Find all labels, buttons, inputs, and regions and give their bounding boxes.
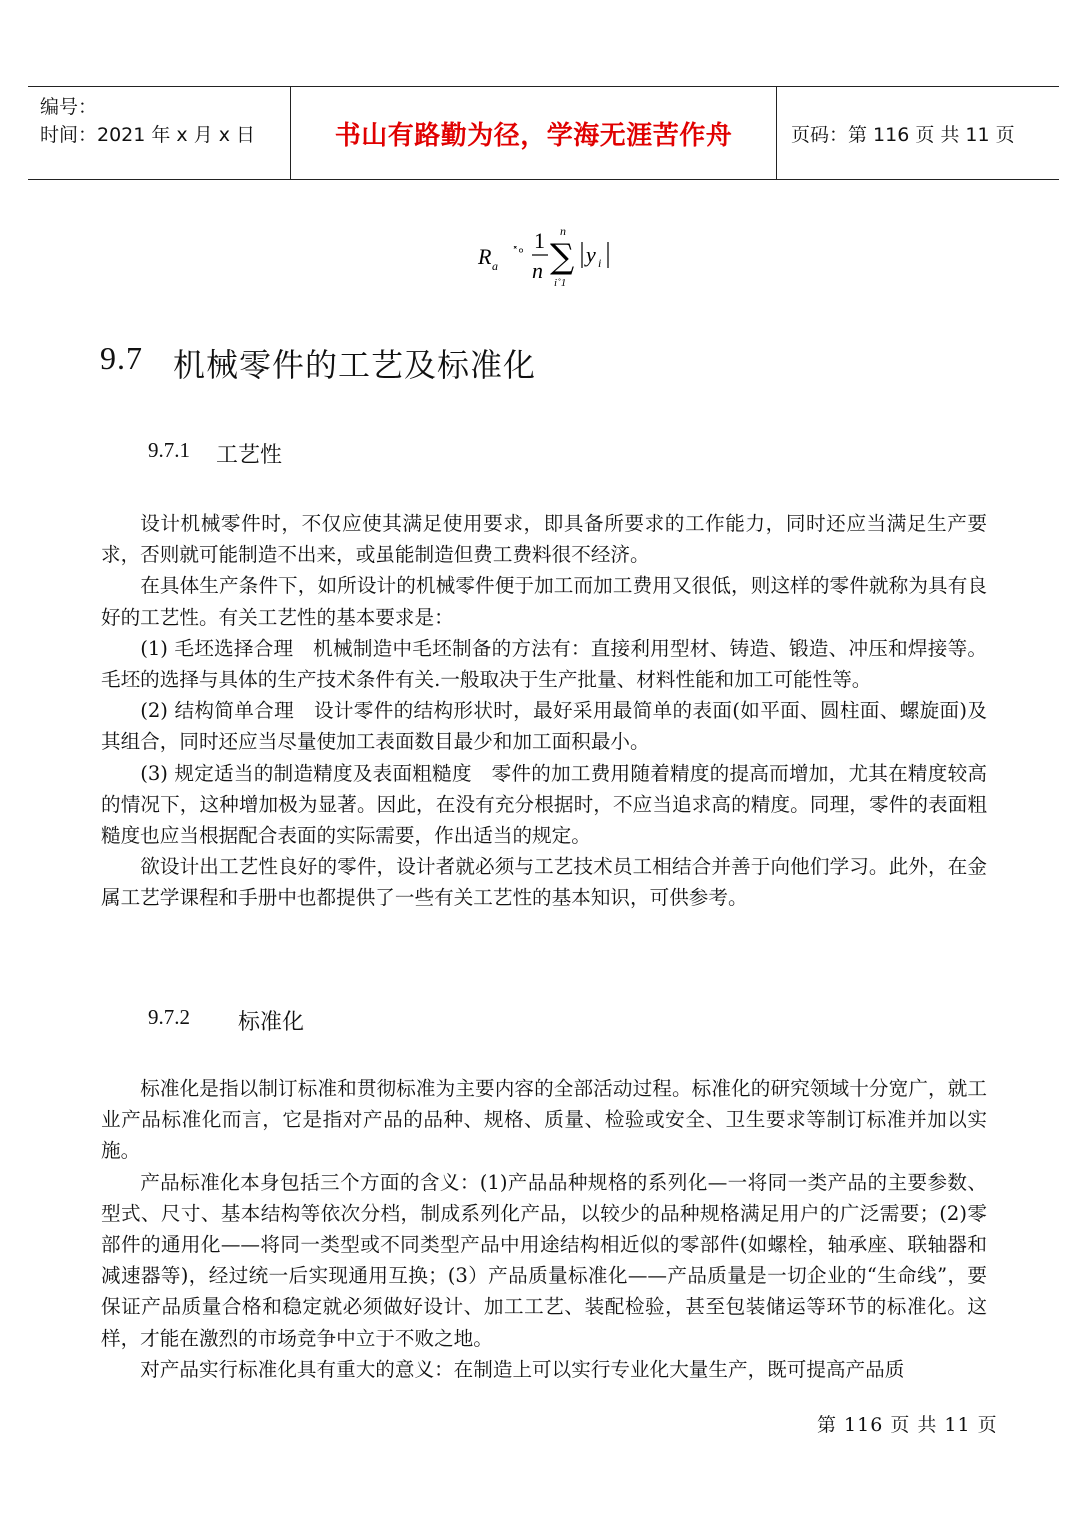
subsection-number: 9.7.1 — [148, 438, 190, 462]
subsection-number: 9.7.2 — [148, 1005, 190, 1029]
page-footer: 第 116 页 共 11 页 — [817, 1414, 998, 1436]
section-body-standardization — [101, 1073, 987, 1385]
subsection-heading-2 — [148, 1005, 304, 1036]
paragraph: 在具体生产条件下，如所设计的机械零件便于加工而加工费用又很低，则这样的零件就称为具有良好的工艺性。有关工艺性的基本要求是： — [101, 574, 987, 629]
paragraph: 标准化是指以制订标准和贯彻标准为主要内容的全部活动过程。标准化的研究领域十分宽广，就工业产品标准化而言，它是指对产品的品种、规格、质量、检验或安全、卫生要求等制订标准并加以实施。 — [101, 1077, 987, 1163]
paragraph: (3) 规定适当的制造精度及表面粗糙度 零件的加工费用随着精度的提高而增加，尤其在精度较高的情况下，这种增加极为显著。因此，在没有充分根据时，不应当追求高的精度。同理，零件的表面粗糙度也应当根据配合表面的实际需要，作出适当的规定。 — [101, 761, 987, 848]
paragraph: (2) 结构简单合理 设计零件的结构形状时，最好采用最简单的表面(如平面、圆柱面、螺旋面)及其组合，同时还应当尽量使加工表面数目最少和加工面积最小。 — [101, 699, 987, 754]
document-time: 时间：2021 年 x 月 x 日 — [40, 124, 256, 146]
formula-eq-glyph: ˟ᵒ — [512, 246, 524, 261]
formula-sum-top: n — [560, 224, 566, 238]
section-body-craftsmanship — [101, 508, 987, 914]
formula-numerator: 1 — [534, 228, 545, 253]
header-motto: 书山有路勤为径，学海无涯苦作舟 — [290, 87, 777, 179]
subsection-title: 工艺性 — [216, 443, 283, 468]
subsection-title: 标准化 — [238, 1010, 305, 1035]
section-number: 9.7 — [100, 340, 143, 376]
formula-sum-sign: ∑ — [550, 237, 575, 277]
formula-denominator: n — [532, 258, 543, 283]
section-title: 机械零件的工艺及标准化 — [173, 346, 537, 384]
formula-lhs-sub: a — [492, 259, 498, 273]
roughness-formula — [474, 222, 634, 292]
paragraph: 对产品实行标准化具有重大的意义：在制造上可以实行专业化大量生产，既可提高产品质 — [140, 1357, 905, 1381]
subsection-heading-1 — [148, 438, 282, 469]
paragraph: (1) 毛坯选择合理 机械制造中毛坯制备的方法有：直接利用型材、铸造、锻造、冲压和焊接等。毛坯的选择与具体的生产技术条件有关.一般取决于生产批量、材料性能和加工可能性等。 — [101, 636, 987, 692]
header-meta — [28, 87, 290, 179]
header-page-info: 页码：第 116 页 共 11 页 — [791, 123, 1015, 146]
document-number-label: 编号： — [40, 96, 98, 118]
paragraph: 欲设计出工艺性良好的零件，设计者就必须与工艺技术员工相结合并善于向他们学习。此外，在金属工艺学课程和手册中也都提供了一些有关工艺性的基本知识，可供参考。 — [101, 855, 987, 910]
paragraph: 产品标准化本身包括三个方面的含义：(1)产品品种规格的系列化—一将同一类产品的主要参数、型式、尺寸、基本结构等依次分档，制成系列化产品，以较少的品种规格满足用户的广泛需要；(2)零部件的通用化——将同一类型或不同类型产品中用途结构相近似的零部件(如螺栓，轴承座、联轴器和减速器等)，经过统一后实现通用互换；(3）产品质量标准化——产品质量是一切企业的“生命线”，要保证产品质量合格和稳定就必须做好设计、加工工艺、装配检验，甚至包装储运等环节的标准化。这样，才能在激烈的市场竞争中立于不败之地。 — [101, 1170, 987, 1350]
paragraph: 设计机械零件时，不仅应使其满足使用要求，即具备所要求的工作能力，同时还应当满足生产要求，否则就可能制造不出来，或虽能制造但费工费料很不经济。 — [101, 512, 987, 567]
formula-sum-bottom: i˚1 — [554, 277, 567, 289]
formula-term: y — [586, 242, 596, 267]
formula-lhs: R — [478, 244, 492, 269]
page-header — [28, 86, 1059, 180]
section-heading — [100, 340, 536, 386]
formula-term-sub: i — [598, 256, 602, 270]
